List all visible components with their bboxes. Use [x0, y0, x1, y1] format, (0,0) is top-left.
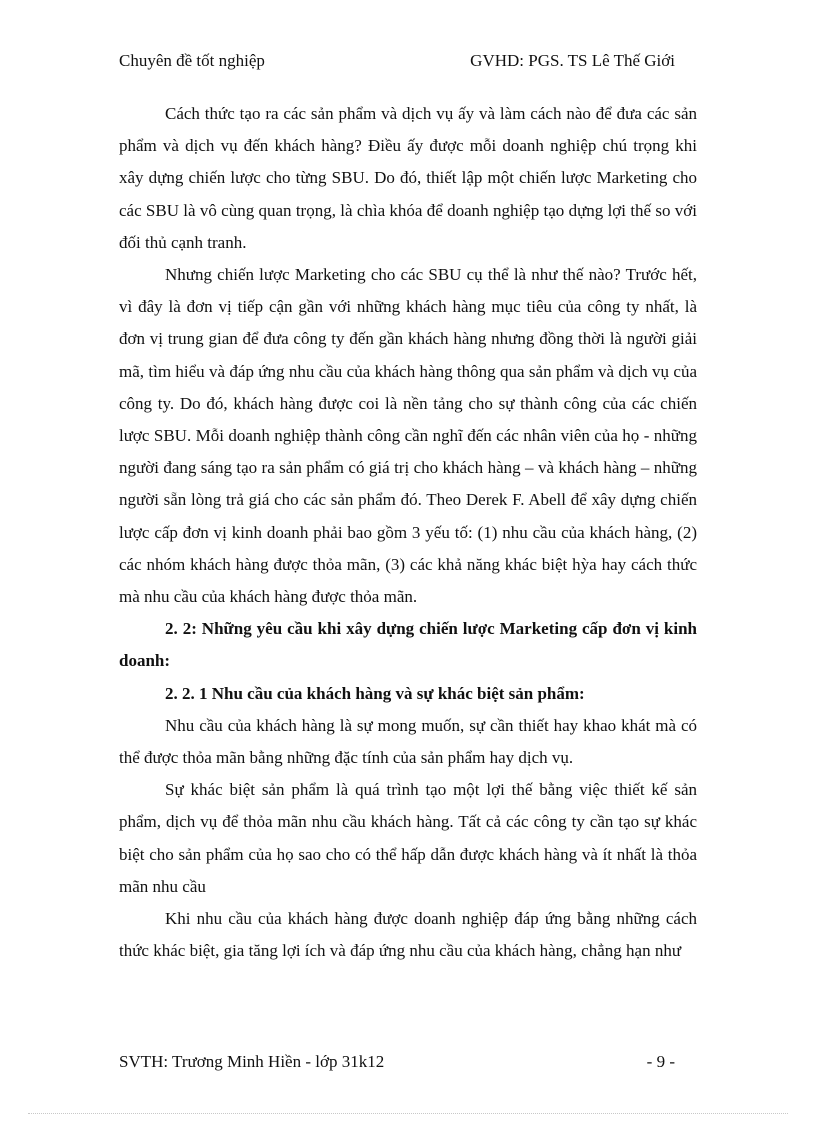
section-heading: 2. 2: Những yêu cầu khi xây dựng chiến lược Marketing cấp đơn vị kinh doanh: [119, 619, 697, 671]
body-paragraph: Khi nhu cầu của khách hàng được doanh nghiệp đáp ứng bằng những cách thức khác biệt, gia tăng lợi ích và đáp ứng nhu cầu của khách hàng, chẳng hạn như [119, 909, 697, 961]
body-paragraph: Nhưng chiến lược Marketing cho các SBU cụ thể là như thế nào? Trước hết, vì đây là đơn vị tiếp cận gần với những khách hàng mục tiêu của công ty nhất, là đơn vị trung gian để đưa công ty đến gần khách hàng nhưng đồng thời là người giải mã, tìm hiểu và đáp ứng nhu cầu của khách hàng thông qua sản phẩm và dịch vụ của công ty. Do đó, khách hàng được coi là nền tảng cho sự thành công của các chiến lược SBU. Mỗi doanh nghiệp thành công cần nghĩ đến các nhân viên của họ - những người đang sáng tạo ra sản phẩm có giá trị cho khách hàng – và khách hàng – những người sẵn lòng trả giá cho các sản phẩm đó. Theo Derek F. Abell để xây dựng chiến lược cấp đơn vị kinh doanh phải bao gồm 3 yếu tố: (1) nhu cầu của khách hàng, (2) các nhóm khách hàng được thỏa mãn, (3) các khả năng khác biệt hỳa hay cách thức mà nhu cầu của khách hàng được thỏa mãn. [119, 265, 697, 607]
subsection-heading: 2. 2. 1 Nhu cầu của khách hàng và sự khác biệt sản phẩm: [165, 683, 585, 703]
header-supervisor: GVHD: PGS. TS Lê Thế Giới [470, 51, 675, 70]
page-footer [119, 1052, 675, 1076]
header-document-type: Chuyên đề tốt nghiệp [119, 51, 265, 70]
body-paragraph: Sự khác biệt sản phẩm là quá trình tạo một lợi thế bằng việc thiết kế sản phẩm, dịch vụ để thỏa mãn nhu cầu khách hàng. Tất cả các công ty cần tạo sự khác biệt cho sản phẩm của họ sao cho có thể hấp dẫn được khách hàng và ít nhất là thỏa mãn nhu cầu [119, 780, 697, 896]
page-number: - 9 - [646, 1052, 675, 1071]
page-break-divider [28, 1113, 788, 1114]
page-body [119, 98, 697, 967]
page-header [119, 51, 675, 75]
body-paragraph: Nhu cầu của khách hàng là sự mong muốn, sự cần thiết hay khao khát mà có thể được thỏa mãn bằng những đặc tính của sản phẩm hay dịch vụ. [119, 715, 697, 768]
footer-author: SVTH: Trương Minh Hiền - lớp 31k12 [119, 1052, 385, 1071]
body-paragraph: Cách thức tạo ra các sản phẩm và dịch vụ ấy và làm cách nào để đưa các sản phẩm và dịch vụ đến khách hàng? Điều ấy được mỗi doanh nghiệp chú trọng khi xây dựng chiến lược cho từng SBU. Do đó, thiết lập một chiến lược Marketing cho các SBU là vô cùng quan trọng, là chìa khóa để doanh nghiệp tạo dựng lợi thế so với đối thủ cạnh tranh. [119, 104, 697, 252]
